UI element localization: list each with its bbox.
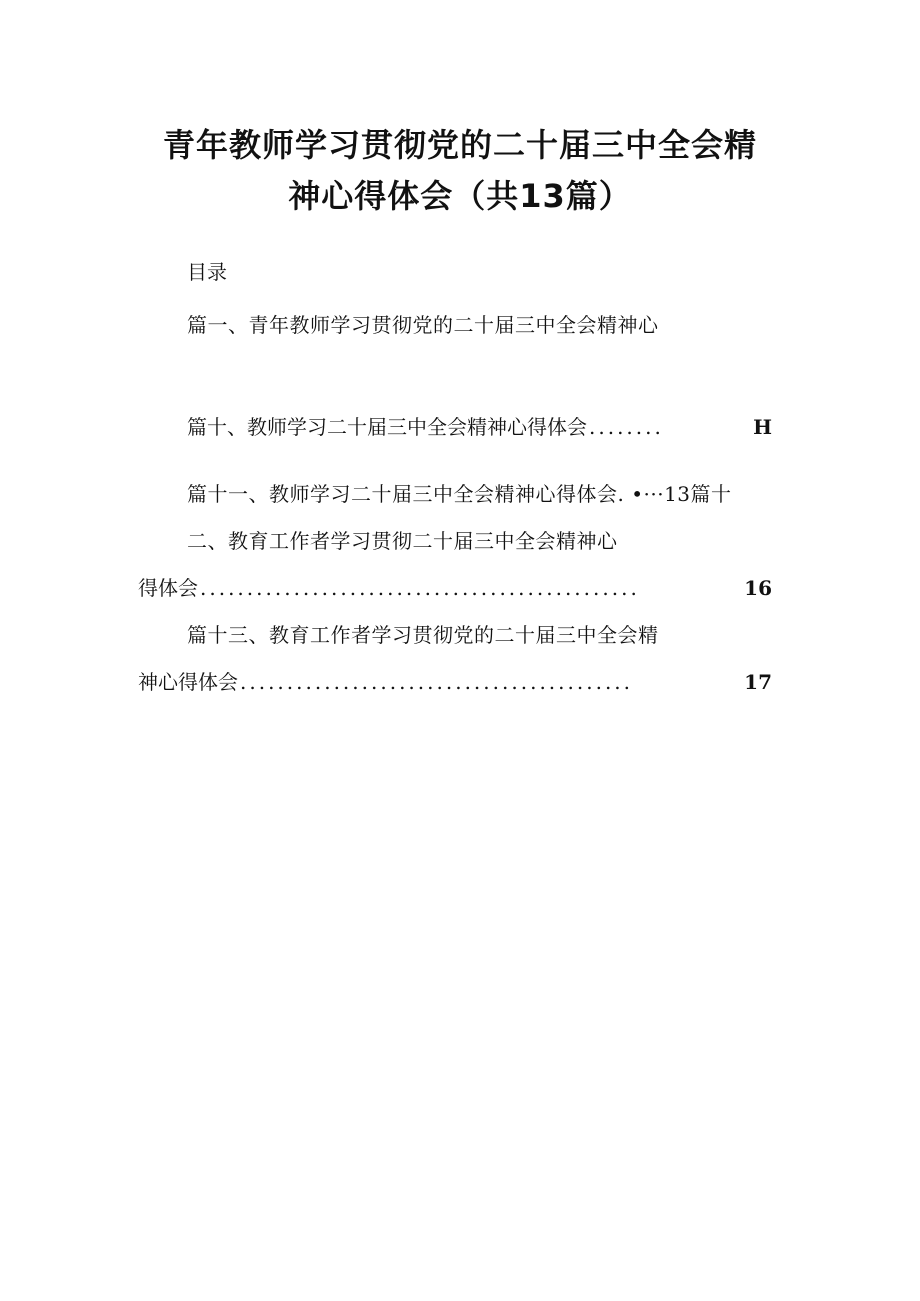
toc-entry-11-line-1[interactable]: 篇十一、教师学习二十届三中全会精神心得体会. •···13篇十 [187,482,732,506]
toc-entry-12-line-2[interactable]: 二、教育工作者学习贯彻二十届三中全会精神心 [187,529,618,553]
toc-entry-13-text: 神心得体会 [138,670,238,694]
toc-heading: 目录 [187,260,227,284]
toc-entry-12[interactable] [138,574,772,602]
toc-entry-12-page: 16 [744,576,772,600]
toc-entry-12-text: 得体会 [138,576,198,600]
toc-entry-10[interactable] [187,413,772,441]
toc-entry-13-leader: .......................................... [240,670,634,694]
toc-entry-12-leader: ............................................... [200,576,640,600]
toc-entry-13-line-1[interactable]: 篇十三、教育工作者学习贯彻党的二十届三中全会精 [187,623,659,647]
toc-entry-10-leader: ........ [589,415,664,439]
toc-entry-10-page: H [753,415,772,439]
toc-entry-13[interactable] [138,668,772,696]
toc-entry-10-text: 篇十、教师学习二十届三中全会精神心得体会 [187,415,587,439]
document-title-line-1: 青年教师学习贯彻党的二十届三中全会精 [162,126,757,164]
toc-entry-13-page: 17 [744,670,772,694]
document-title-line-2: 神心得体会（共13篇） [288,177,632,215]
toc-entry-1[interactable]: 篇一、青年教师学习贯彻党的二十届三中全会精神心 [187,313,659,337]
